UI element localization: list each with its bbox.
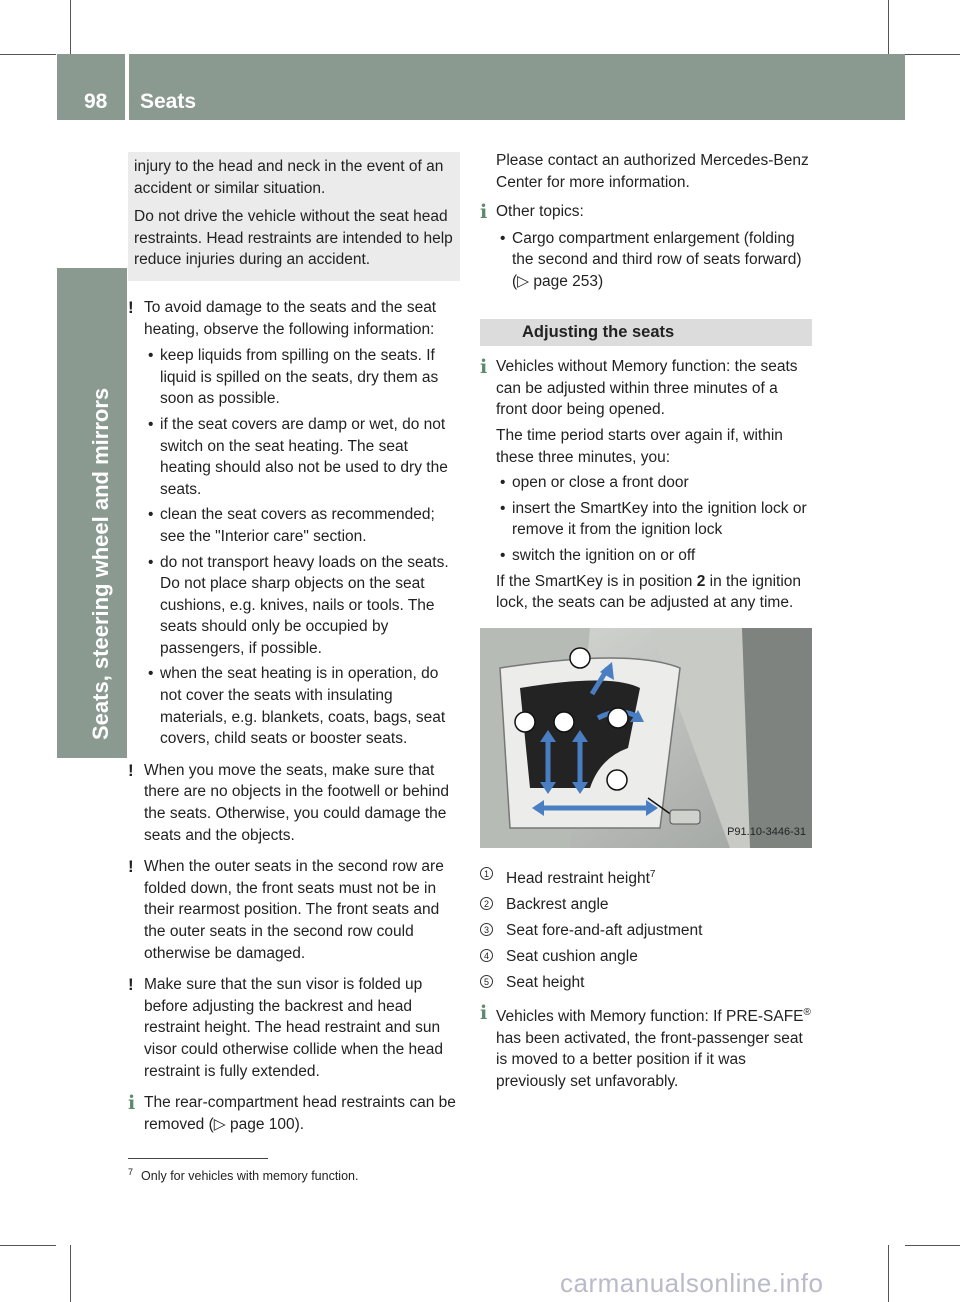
figure-code: P91.10-3446-31 [727, 826, 806, 839]
legend-item [480, 894, 812, 916]
footnote-number: 7 [128, 1167, 134, 1177]
legend-item [480, 946, 812, 968]
note-text: Make sure that the sun visor is folded up before adjusting the backrest and head restraint height. The head restraint and sun visor could otherwise collide when the head restraint is fully extended. [144, 976, 443, 1080]
paragraph: Please contact an authorized Mercedes-Benz Center for more information. [496, 152, 809, 191]
legend-label: Seat height [506, 974, 585, 992]
info-note [480, 1002, 812, 1093]
info-note [480, 201, 812, 292]
legend-item [480, 864, 812, 890]
footnote-ref: 7 [649, 868, 656, 880]
seat-adjustment-figure [480, 628, 812, 848]
text-run: If the SmartKey is in position [496, 572, 697, 590]
list-item: • open or close a front door [496, 472, 812, 494]
list-item: • switch the ignition on or off [496, 545, 812, 567]
footnote-rule [128, 1158, 268, 1159]
warning-box [128, 152, 460, 281]
legend-label: Seat cushion angle [506, 948, 638, 966]
section-title: Seats [140, 90, 197, 113]
exclamation-icon: ! [128, 760, 134, 780]
info-icon: i [128, 1092, 136, 1115]
info-icon: i [480, 201, 488, 224]
note-text: When you move the seats, make sure that there are no objects in the footwell or behind the seats. Otherwise, you could damage the seats and the objects. [144, 761, 450, 844]
seat-controls-illustration [480, 628, 812, 848]
note-text: Vehicles with Memory function: If PRE-SAFE [496, 1007, 804, 1025]
crop-mark [70, 1245, 71, 1302]
crop-mark [70, 0, 71, 54]
exclamation-icon: ! [128, 857, 134, 877]
list-item: • Cargo compartment enlargement (folding the second and third row of seats forward) (▷ page 253) [496, 228, 812, 293]
figure-legend [480, 864, 812, 994]
list-item: • do not transport heavy loads on the seats. Do not place sharp objects on the seat cushions, e.g. knives, nails or tools. The seats should only be occupied by passengers, if possible. [144, 552, 460, 660]
warning-text: Do not drive the vehicle without the seat head restraints. Head restraints are intended to help reduce injuries during an accident. [134, 208, 453, 269]
callout-number: 2 [480, 897, 493, 910]
info-note [480, 356, 812, 421]
list-item: • insert the SmartKey into the ignition lock or remove it from the ignition lock [496, 498, 812, 541]
chapter-label: Seats, steering wheel and mirrors [88, 387, 113, 740]
legend-label: Head restraint height [506, 869, 650, 887]
bullet-list [496, 228, 812, 293]
callout-number: 3 [480, 923, 493, 936]
info-note [128, 1092, 460, 1135]
note-text: When the outer seats in the second row are folded down, the front seats must not be in their rearmost position. The front seats and the outer seats in the second row could otherwise be damaged. [144, 858, 444, 962]
list-item: • keep liquids from spilling on the seats. If liquid is spilled on the seats, dry them as soon as possible. [144, 345, 460, 410]
legend-label: Seat fore-and-aft adjustment [506, 922, 703, 940]
footnote-text: Only for vehicles with memory function. [141, 1169, 359, 1184]
left-column [128, 152, 460, 1145]
crop-mark [888, 0, 889, 54]
paragraph [480, 571, 812, 614]
warning-text: injury to the head and neck in the event of an accident or similar situation. [134, 158, 444, 197]
right-column [480, 150, 812, 1102]
page-number: 98 [84, 90, 108, 113]
exclamation-icon: ! [128, 297, 134, 317]
crop-mark [0, 54, 56, 55]
text-run: in the ignition lock, the seats can be adjusted at any time. [496, 572, 802, 612]
footnote [128, 1167, 358, 1183]
crop-mark [905, 54, 960, 55]
note-text: Other topics: [496, 203, 584, 221]
legend-item [480, 972, 812, 994]
registered-mark: ® [803, 1006, 811, 1018]
info-icon: i [480, 356, 488, 379]
paragraph: The time period starts over again if, within these three minutes, you: [496, 426, 783, 466]
list-item: • clean the seat covers as recommended; see the "Interior care" section. [144, 504, 460, 547]
header-divider [125, 54, 129, 120]
crop-mark [0, 1245, 56, 1246]
damage-note [128, 297, 460, 750]
crop-mark [905, 1245, 960, 1246]
subheading: Adjusting the seats [480, 319, 812, 347]
damage-note [128, 856, 460, 964]
callout-number: 1 [480, 867, 493, 880]
position-value: 2 [696, 572, 706, 590]
legend-item [480, 920, 812, 942]
watermark: carmanualsonline.info [560, 1268, 824, 1298]
list-item: • if the seat covers are damp or wet, do not switch on the seat heating. The seat heating should also not be used to dry the seats. [144, 414, 460, 500]
note-text: To avoid damage to the seats and the seat heating, observe the following information: [144, 298, 437, 338]
list-item: • when the seat heating is in operation, do not cover the seats with insulating materials, e.g. blankets, coats, bags, seat covers, child seats or booster seats. [144, 663, 460, 749]
exclamation-icon: ! [128, 975, 134, 995]
bullet-list [144, 345, 460, 750]
note-text: Vehicles without Memory function: the seats can be adjusted within three minutes of a front door being opened. [496, 358, 798, 419]
legend-label: Backrest angle [506, 895, 609, 913]
note-text: The rear-compartment head restraints can be removed (▷ page 100). [144, 1094, 456, 1133]
bullet-list [480, 472, 812, 566]
note-text: has been activated, the front-passenger seat is moved to a better position if it was previously set unfavorably. [496, 1029, 803, 1090]
callout-number: 5 [480, 975, 493, 988]
info-icon: i [480, 1001, 488, 1024]
callout-number: 4 [480, 949, 493, 962]
damage-note [128, 760, 460, 846]
crop-mark [888, 1245, 889, 1302]
damage-note [128, 974, 460, 1082]
